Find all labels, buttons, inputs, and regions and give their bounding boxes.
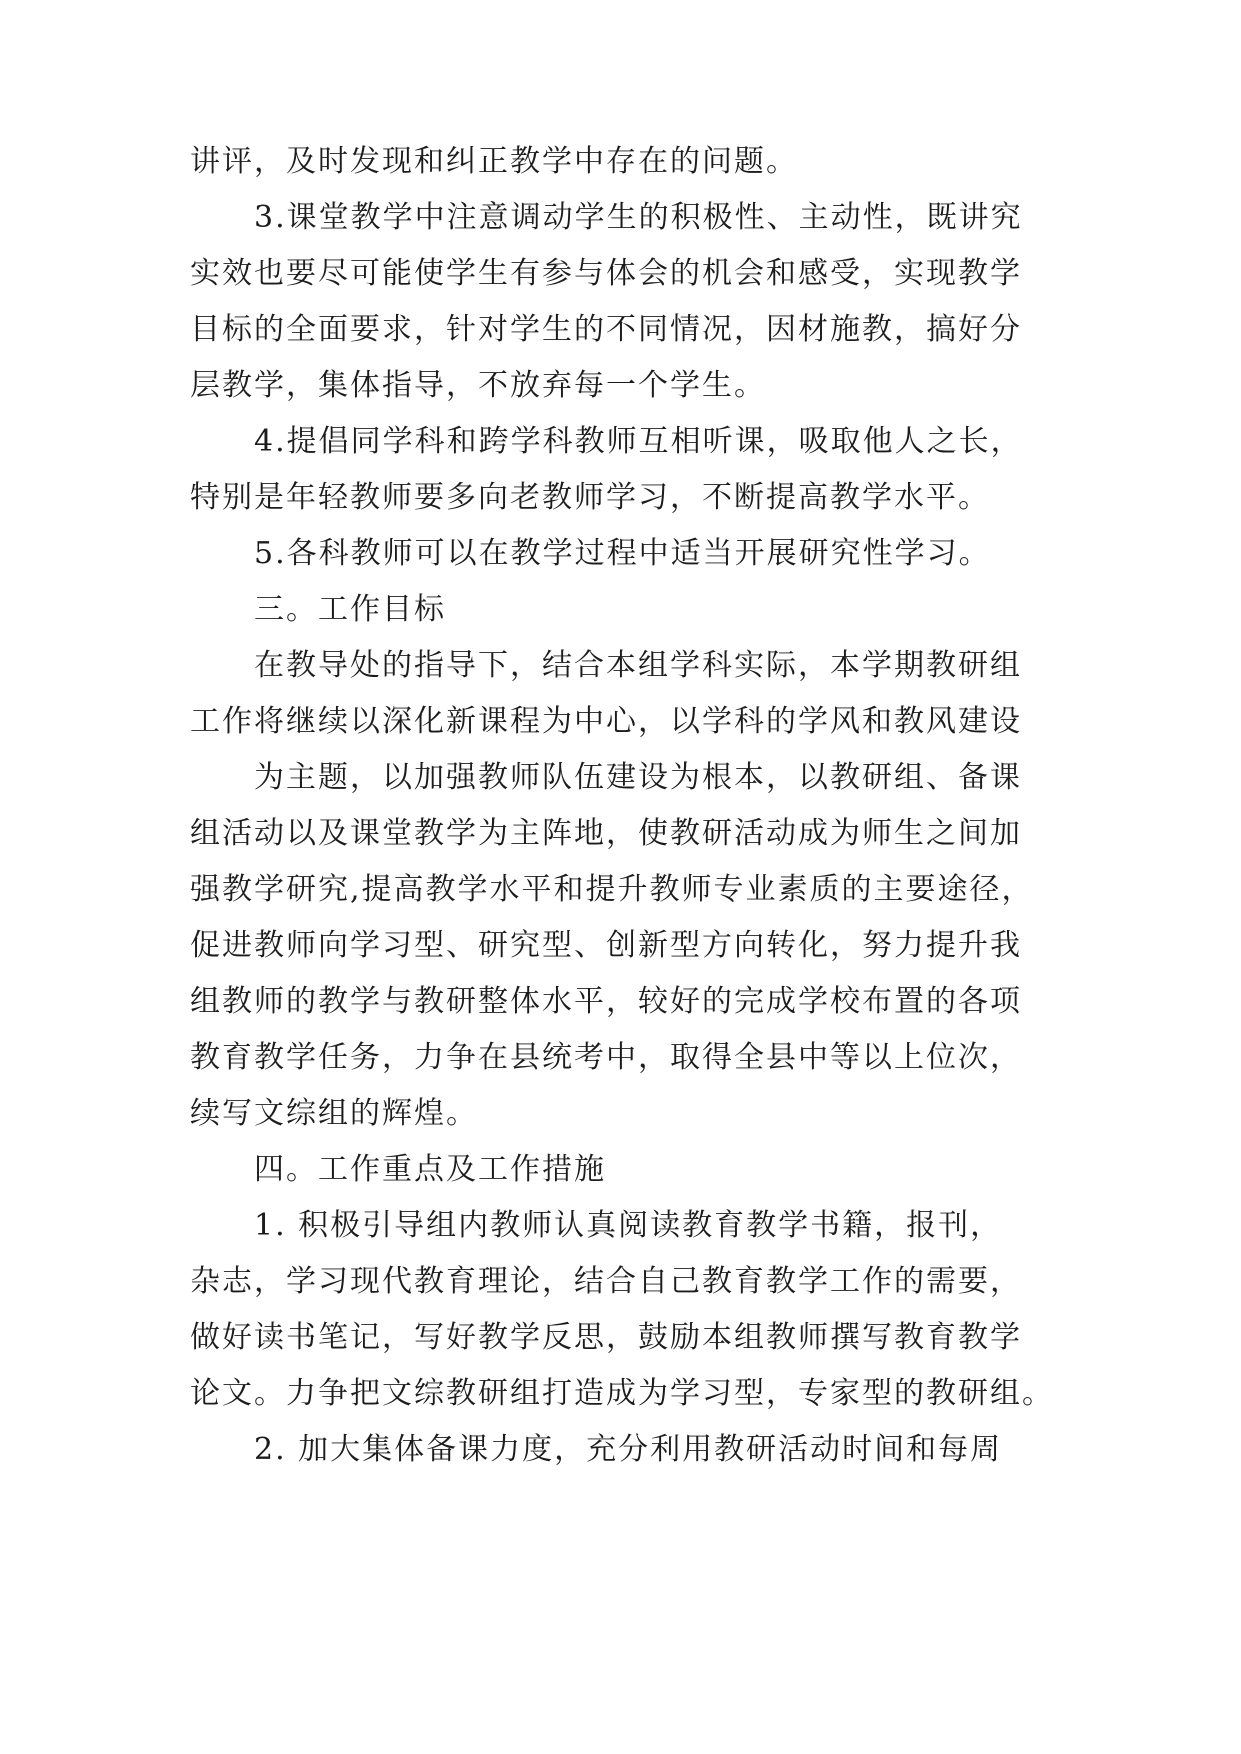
text-line: 1. 积极引导组内教师认真阅读教育教学书籍，报刊， xyxy=(254,1208,1003,1243)
text-line: 层教学，集体指导，不放弃每一个学生。 xyxy=(190,368,766,403)
text-line: 组活动以及课堂教学为主阵地，使教研活动成为师生之间加 xyxy=(190,816,1022,851)
text-line: 杂志，学习现代教育理论，结合自己教育教学工作的需要， xyxy=(190,1264,1022,1299)
text-line: 2. 加大集体备课力度，充分利用教研活动时间和每周 xyxy=(254,1432,1003,1467)
text-line: 论文。力争把文综教研组打造成为学习型，专家型的教研组。 xyxy=(190,1376,1054,1411)
section-heading: 四。工作重点及工作措施 xyxy=(254,1152,606,1187)
text-line: 续写文综组的辉煌。 xyxy=(190,1096,478,1131)
text-line: 做好读书笔记，写好教学反思，鼓励本组教师撰写教育教学 xyxy=(190,1320,1022,1355)
text-line: 促进教师向学习型、研究型、创新型方向转化，努力提升我 xyxy=(190,928,1022,963)
text-line: 实效也要尽可能使学生有参与体会的机会和感受，实现教学 xyxy=(190,256,1022,291)
text-line: 教育教学任务，力争在县统考中，取得全县中等以上位次， xyxy=(190,1040,1022,1075)
text-line: 在教导处的指导下，结合本组学科实际，本学期教研组 xyxy=(254,648,1022,683)
text-line: 强教学研究,提高教学水平和提升教师专业素质的主要途径， xyxy=(190,872,1034,907)
text-line: 4.提倡同学科和跨学科教师互相听课，吸取他人之长， xyxy=(254,424,1023,459)
text-line: 目标的全面要求，针对学生的不同情况，因材施教，搞好分 xyxy=(190,312,1022,347)
text-line: 5.各科教师可以在教学过程中适当开展研究性学习。 xyxy=(254,536,991,571)
text-line: 组教师的教学与教研整体水平，较好的完成学校布置的各项 xyxy=(190,984,1022,1019)
section-heading: 三。工作目标 xyxy=(254,592,446,627)
text-line: 讲评，及时发现和纠正教学中存在的问题。 xyxy=(190,144,798,179)
text-line: 特别是年轻教师要多向老教师学习，不断提高教学水平。 xyxy=(190,480,990,515)
text-line: 工作将继续以深化新课程为中心，以学科的学风和教风建设 xyxy=(190,704,1022,739)
text-line: 为主题，以加强教师队伍建设为根本，以教研组、备课 xyxy=(254,760,1022,795)
text-line: 3.课堂教学中注意调动学生的积极性、主动性，既讲究 xyxy=(254,200,1023,235)
